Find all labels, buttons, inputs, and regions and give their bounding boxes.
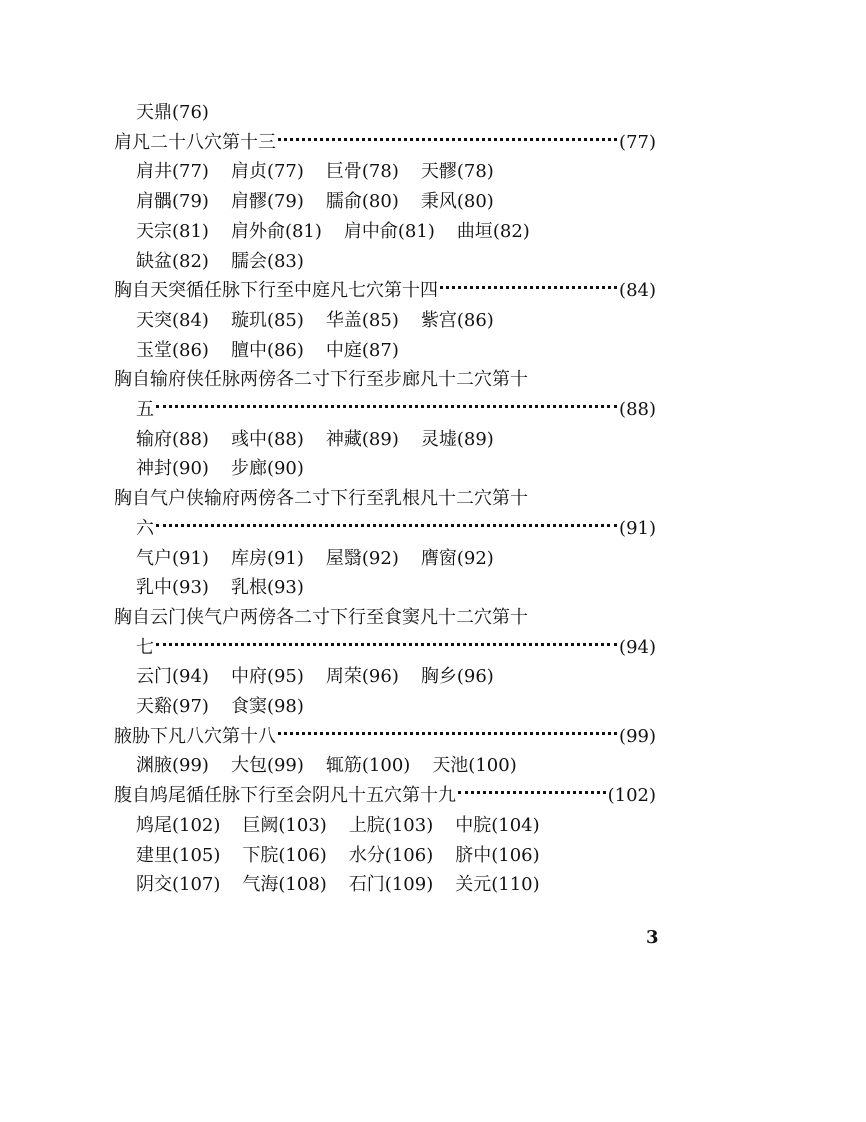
- acupoint-entry: 屋翳(92): [325, 547, 399, 569]
- section-heading-continuation: [136, 634, 656, 662]
- acupoint-entry: 关元(110): [455, 874, 540, 896]
- dot-leader: [440, 286, 617, 289]
- acupoint-row: [136, 248, 656, 276]
- acupoint-entry: 膻中(86): [230, 339, 304, 361]
- acupoint-entry: 紫宫(86): [420, 309, 494, 331]
- dot-leader: [278, 732, 617, 735]
- dot-leader: [278, 138, 617, 141]
- acupoint-entry: 步廊(90): [230, 458, 304, 480]
- acupoint-row: [136, 99, 656, 127]
- page-number: 3: [646, 927, 659, 948]
- dot-leader: [156, 405, 617, 408]
- acupoint-entry: 肩井(77): [136, 161, 209, 183]
- section-heading: 胸自云门侠气户两傍各二寸下行至食窦凡十二穴第十: [114, 606, 528, 628]
- acupoint-entry: 天池(100): [432, 755, 517, 777]
- section-page-ref: (94): [619, 636, 656, 658]
- acupoint-entry: 华盖(85): [325, 309, 399, 331]
- section-heading: 胸自气户侠输府两傍各二寸下行至乳根凡十二穴第十: [114, 488, 528, 510]
- acupoint-entry: 灵墟(89): [420, 428, 494, 450]
- acupoint-entry: 阴交(107): [136, 874, 221, 896]
- acupoint-row: [136, 158, 656, 186]
- acupoint-entry: 周荣(96): [325, 666, 399, 688]
- acupoint-row: [136, 455, 656, 483]
- acupoint-entry: 上脘(103): [348, 814, 434, 836]
- acupoint-entry: 渊腋(99): [136, 755, 209, 777]
- section-title: 肩凡二十八穴第十三: [114, 131, 276, 153]
- acupoint-row: [136, 307, 656, 335]
- section-title: 六: [136, 517, 154, 539]
- acupoint-entry: 神藏(89): [325, 428, 399, 450]
- acupoint-entry: 大包(99): [230, 755, 304, 777]
- acupoint-entry: 膺窗(92): [420, 547, 494, 569]
- acupoint-entry: 中府(95): [230, 666, 304, 688]
- section-title: 胸自天突循任脉下行至中庭凡七穴第十四: [114, 280, 438, 302]
- acupoint-entry: 天鼎(76): [136, 102, 209, 123]
- acupoint-row: [136, 812, 656, 840]
- section-page-ref: (91): [619, 517, 656, 539]
- section-heading: [114, 129, 656, 157]
- section-page-ref: (102): [607, 785, 656, 807]
- section-title: 五: [136, 399, 154, 420]
- section-heading: [114, 723, 656, 751]
- acupoint-entry: 乳中(93): [136, 577, 209, 599]
- acupoint-entry: 石门(109): [348, 874, 434, 896]
- acupoint-entry: 彧中(88): [230, 428, 304, 450]
- acupoint-entry: 库房(91): [230, 547, 304, 569]
- section-heading-continuation: [136, 396, 656, 424]
- acupoint-row: [136, 752, 656, 780]
- section-heading-continuation: [136, 515, 656, 543]
- acupoint-entry: 下脘(106): [242, 844, 327, 866]
- acupoint-row: [136, 574, 656, 602]
- acupoint-row: [136, 218, 656, 246]
- acupoint-entry: 天谿(97): [136, 696, 209, 717]
- acupoint-entry: 肩贞(77): [230, 161, 304, 183]
- acupoint-entry: 脐中(106): [455, 844, 540, 866]
- acupoint-entry: 食窦(98): [230, 696, 304, 717]
- acupoint-row: [136, 545, 656, 573]
- acupoint-entry: 天髎(78): [420, 161, 494, 183]
- acupoint-entry: 中脘(104): [455, 814, 540, 836]
- acupoint-row: [136, 842, 656, 870]
- acupoint-entry: 曲垣(82): [456, 220, 530, 242]
- acupoint-entry: 肩中俞(81): [343, 220, 435, 242]
- acupoint-entry: 胸乡(96): [420, 666, 494, 688]
- acupoint-entry: 肩髃(79): [136, 191, 209, 213]
- acupoint-entry: 鸠尾(102): [136, 814, 221, 836]
- acupoint-row: [136, 188, 656, 216]
- acupoint-entry: 玉堂(86): [136, 339, 209, 361]
- section-page-ref: (99): [619, 725, 656, 747]
- section-page-ref: (84): [619, 280, 656, 302]
- acupoint-entry: 肩外俞(81): [230, 220, 322, 242]
- acupoint-row: [136, 426, 656, 454]
- dot-leader: [458, 791, 606, 794]
- section-page-ref: (88): [619, 399, 656, 420]
- acupoint-row: [136, 337, 656, 365]
- section-heading: 胸自输府侠任脉两傍各二寸下行至步廊凡十二穴第十: [114, 369, 528, 391]
- acupoint-row: [136, 871, 656, 899]
- acupoint-entry: 天突(84): [136, 309, 209, 331]
- acupoint-entry: 秉风(80): [420, 191, 494, 213]
- section-heading: [114, 782, 656, 810]
- section-page-ref: (77): [619, 131, 656, 153]
- acupoint-entry: 气海(108): [242, 874, 327, 896]
- acupoint-row: [136, 663, 656, 691]
- acupoint-entry: 输府(88): [136, 428, 209, 450]
- acupoint-entry: 肩髎(79): [230, 191, 304, 213]
- acupoint-entry: 天宗(81): [136, 220, 209, 242]
- acupoint-entry: 巨骨(78): [325, 161, 399, 183]
- dot-leader: [156, 524, 617, 527]
- section-heading: [114, 277, 656, 305]
- section-title: 七: [136, 636, 154, 658]
- acupoint-entry: 臑会(83): [230, 250, 304, 272]
- acupoint-entry: 璇玑(85): [230, 309, 304, 331]
- acupoint-entry: 建里(105): [136, 844, 221, 866]
- section-title: 腹自鸠尾循任脉下行至会阴凡十五穴第十九: [114, 785, 456, 807]
- acupoint-entry: 臑俞(80): [325, 191, 399, 213]
- acupoint-entry: 神封(90): [136, 458, 209, 480]
- acupoint-entry: 中庭(87): [325, 339, 399, 361]
- acupoint-entry: 乳根(93): [230, 577, 304, 599]
- acupoint-entry: 气户(91): [136, 547, 209, 569]
- dot-leader: [156, 643, 617, 646]
- acupoint-entry: 辄筋(100): [325, 755, 411, 777]
- acupoint-entry: 水分(106): [348, 844, 434, 866]
- acupoint-entry: 云门(94): [136, 666, 209, 688]
- acupoint-entry: 缺盆(82): [136, 250, 209, 272]
- acupoint-entry: 巨阙(103): [242, 814, 327, 836]
- acupoint-row: [136, 693, 656, 721]
- section-title: 腋胁下凡八穴第十八: [114, 725, 276, 747]
